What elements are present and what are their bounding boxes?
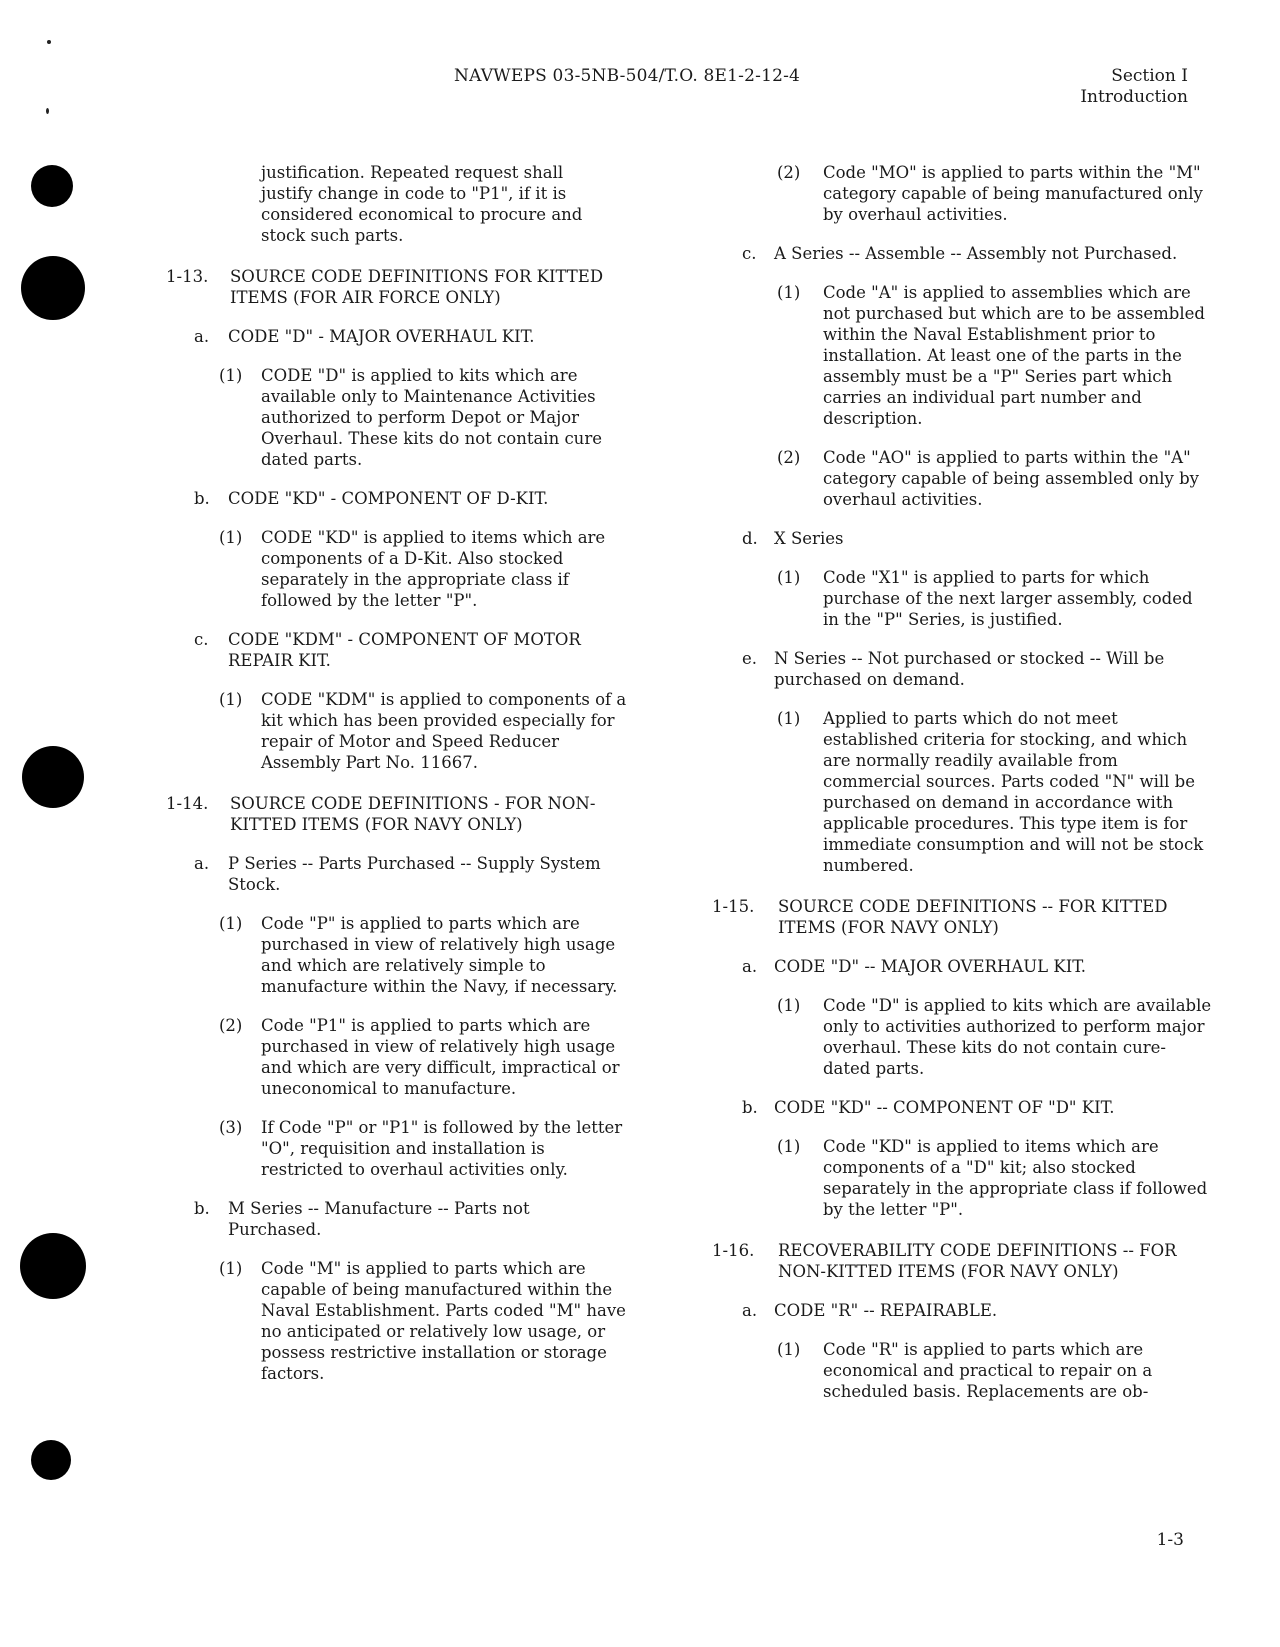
punch-hole (31, 165, 73, 207)
section-label: Section I (1111, 66, 1188, 86)
punch-hole (20, 1233, 86, 1299)
paragraph: (1) Code "R" is applied to parts which are economical and practical to repair on a scheduled basis. Replacements are ob- (777, 1340, 1153, 1401)
subsection-heading: d. X Series (742, 529, 844, 548)
paragraph: (1) CODE "D" is applied to kits which are available only to Maintenance Activities authorized to perform Depot or Major Overhaul. These kits do not contain cure dated parts. (219, 366, 602, 469)
paragraph: (1) Code "P" is applied to parts which are purchased in view of relatively high usage and which are relatively simple to manufacture within the Navy, if necessary. (219, 914, 618, 996)
paragraph: (2) Code "AO" is applied to parts within the "A" category capable of being assembled only by overhaul activities. (777, 448, 1199, 509)
paragraph: (2) Code "P1" is applied to parts which are purchased in view of relatively high usage and which are very difficult, impractical or uneconomical to manufacture. (219, 1016, 620, 1098)
paragraph: (1) Code "X1" is applied to parts for which purchase of the next larger assembly, coded in the "P" Series, is justified. (777, 568, 1193, 629)
paragraph: (1) Code "M" is applied to parts which are capable of being manufactured within the Naval Establishment. Parts coded "M" have no anticipated or relatively low usage, or possess restrictive installation or storage factors. (219, 1259, 626, 1383)
subsection-heading: c. CODE "KDM" - COMPONENT OF MOTOR REPAIR KIT. (194, 630, 581, 670)
document-id: NAVWEPS 03-5NB-504/T.O. 8E1-2-12-4 (454, 66, 801, 86)
subsection-heading: a. P Series -- Parts Purchased -- Supply System Stock. (194, 854, 601, 894)
punch-hole (22, 746, 84, 808)
section-heading: 1-15. SOURCE CODE DEFINITIONS -- FOR KITTED ITEMS (FOR NAVY ONLY) (712, 897, 1168, 937)
paragraph: (1) CODE "KDM" is applied to components of a kit which has been provided especially for repair of Motor and Speed Reducer Assembly Part No. 11667. (219, 690, 627, 772)
scan-speck (47, 40, 51, 44)
subsection-heading: b. M Series -- Manufacture -- Parts not Purchased. (194, 1199, 530, 1239)
paragraph: (3) If Code "P" or "P1" is followed by the letter "O", requisition and installation is restricted to overhaul activities only. (219, 1118, 623, 1179)
subsection-heading: a. CODE "D" - MAJOR OVERHAUL KIT. (194, 327, 535, 346)
paragraph: (1) Applied to parts which do not meet established criteria for stocking, and which are normally readily available from commercial sources. Parts coded "N" will be purchased on demand in accordance with applicable procedures. This type item is for immediate consumption and will not be stock numbered. (777, 709, 1204, 875)
subsection-heading: c. A Series -- Assemble -- Assembly not Purchased. (742, 244, 1178, 263)
section-heading: 1-14. SOURCE CODE DEFINITIONS - FOR NON-KITTED ITEMS (FOR NAVY ONLY) (166, 794, 596, 834)
paragraph: (2) Code "MO" is applied to parts within the "M" category capable of being manufactured only by overhaul activities. (777, 163, 1203, 224)
punch-hole (31, 1440, 71, 1480)
paragraph: (1) Code "D" is applied to kits which are available only to activities authorized to perform major overhaul. These kits do not contain cure-dated parts. (777, 996, 1212, 1078)
subsection-heading: b. CODE "KD" - COMPONENT OF D-KIT. (194, 489, 549, 508)
continued-paragraph: justification. Repeated request shall justify change in code to "P1", if it is considered economical to procure and stock such parts. (261, 163, 583, 245)
subsection-heading: b. CODE "KD" -- COMPONENT OF "D" KIT. (742, 1098, 1115, 1117)
subsection-heading: e. N Series -- Not purchased or stocked -- Will be purchased on demand. (742, 649, 1165, 689)
paragraph: (1) CODE "KD" is applied to items which are components of a D-Kit. Also stocked separately in the appropriate class if followed by the letter "P". (219, 528, 606, 610)
scan-speck (46, 108, 49, 114)
punch-hole (21, 256, 85, 320)
section-subtitle: Introduction (1080, 87, 1188, 107)
section-heading: 1-13. SOURCE CODE DEFINITIONS FOR KITTED ITEMS (FOR AIR FORCE ONLY) (166, 267, 604, 307)
subsection-heading: a. CODE "R" -- REPAIRABLE. (742, 1301, 998, 1320)
right-column (712, 162, 1232, 1402)
paragraph: (1) Code "KD" is applied to items which are components of a "D" kit; also stocked separately in the appropriate class if followed by the letter "P". (777, 1137, 1208, 1219)
left-column (166, 162, 666, 1384)
section-header (1080, 66, 1188, 108)
section-heading: 1-16. RECOVERABILITY CODE DEFINITIONS -- FOR NON-KITTED ITEMS (FOR NAVY ONLY) (712, 1241, 1177, 1281)
subsection-heading: a. CODE "D" -- MAJOR OVERHAUL KIT. (742, 957, 1087, 976)
page-number: 1-3 (1156, 1530, 1184, 1550)
paragraph: (1) Code "A" is applied to assemblies which are not purchased but which are to be assembled within the Naval Establishment prior to installation. At least one of the parts in the assembly must be a "P" Series part which carries an individual part number and description. (777, 283, 1205, 428)
